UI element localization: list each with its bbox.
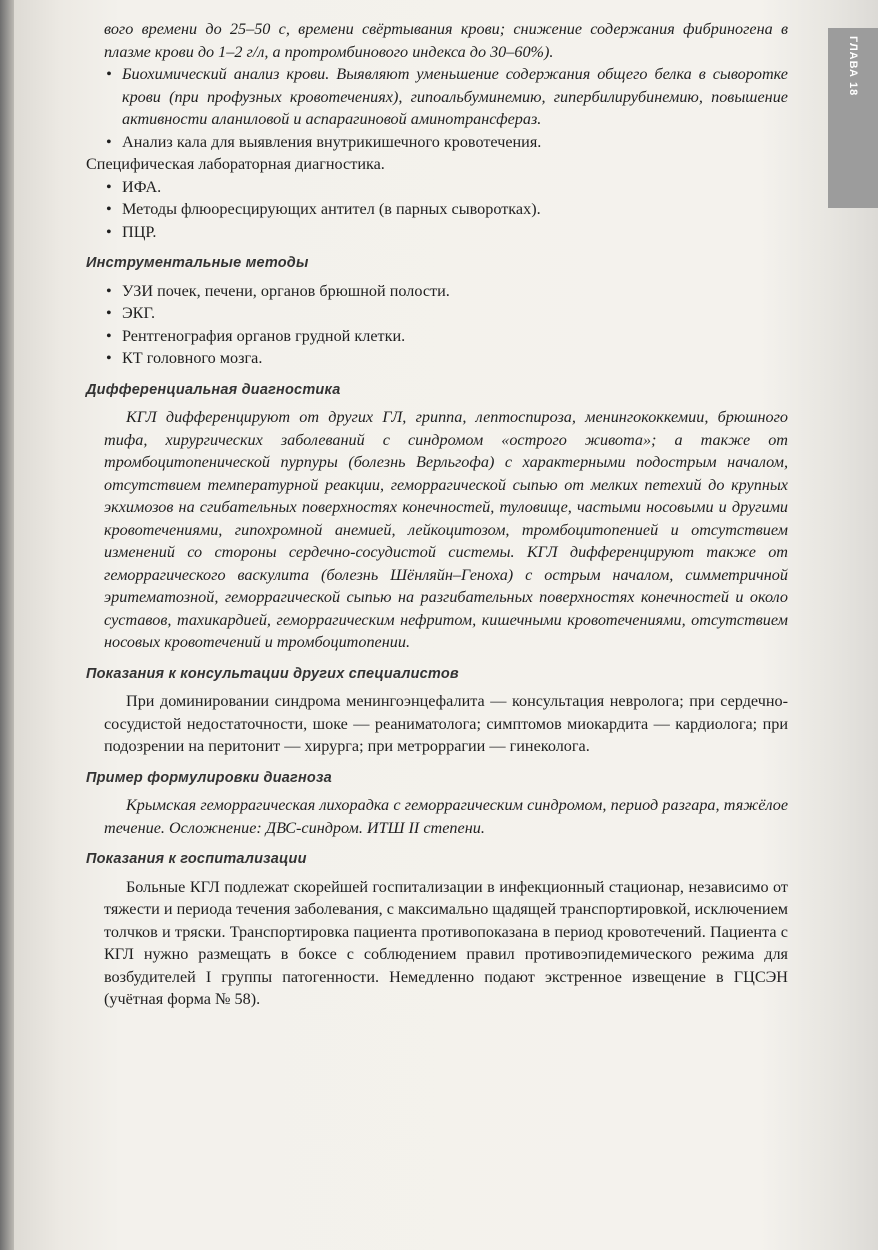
section-heading-hospitalization: Показания к госпитализации [86,851,307,867]
bullet-icon: • [106,281,112,300]
diagnosis-example-paragraph: Крымская геморрагическая лихорадка с геморрагическим синдромом, период разгара, тяжёлое течение. Осложнение: ДВС-синдром. ИТШ II степени. [104,796,788,837]
list-item: • ПЦР. [104,221,788,244]
bullet-icon: • [106,326,112,345]
section-heading-instrumental: Инструментальные методы [86,255,309,271]
list-item: • КТ головного мозга. [104,347,788,370]
list-item: • Методы флюоресцирующих антител (в парных сыворотках). [104,198,788,221]
section-heading-diagnosis-example: Пример формулировки диагноза [86,769,332,786]
consult-paragraph: При доминировании синдрома менингоэнцефалита — консультация невролога; при сердечно-сосудистой недостаточности, шоке — реаниматолога; симптомов миокардита — кардиолога; при подозрении на перитонит — хирурга; при метроррагии — гинеколога. [104,692,788,755]
differential-paragraph: КГЛ дифференцируют от других ГЛ, гриппа, лептоспироза, менингококкемии, брюшного тифа, хирургических заболеваний с синдромом «острого живота»; а также от тромбоцитопенической пурпуры (болезнь Верльгофа) с характерными подострым началом, отсутствием температурной реакции, геморрагической сыпью от мелких петехий до крупных экхимозов на сгибательных поверхностях конечностей, туловище, частыми носовыми и другими кровотечениями, гипохромной анемией, лейкоцитозом, тромбоцитопенией и отсутствием изменений со стороны сердечно-сосудистой системы. КГЛ дифференцируют также от геморрагического васкулита (болезнь Шёнляйн–Геноха) с острым началом, симметричной эритематозной, геморрагической сыпью на разгибательных поверхностях конечностей и около суставов, тахикардией, геморрагическим нефритом, кишечными кровотечениями, отсутствием носовых кровотечений и тромбоцитопении. [104,408,788,651]
bullet-icon: • [106,222,112,241]
bullet-icon: • [106,349,112,367]
specific-lab-title: Специфическая лабораторная диагностика. [86,155,385,173]
lab-list [104,63,788,153]
instrumental-list [104,280,788,370]
bullet-icon: • [106,200,112,218]
list-item: • Рентгенография органов грудной клетки. [104,325,788,348]
continuation-text: вого времени до 25–50 с, времени свёртывания крови; снижение содержания фибриногена в плазме крови до 1–2 г/л, а протромбинового индекса до 30–60%). [104,20,788,61]
specific-lab-list [104,176,788,244]
page-content [86,18,788,1011]
section-heading-differential: Дифференциальная диагностика [86,381,341,398]
hospitalization-paragraph: Больные КГЛ подлежат скорейшей госпитализации в инфекционный стационар, независимо от тяжести и периода течения заболевания, с максимально щадящей транспортировкой, исключением толчков и тряски. Транспортировка пациента противопоказана в период кровотечений. Пациента с КГЛ нужно размещать в боксе с соблюдением правил противоэпидемического режима для возбудителей I группы патогенности. Немедленно подают экстренное извещение в ГЦСЭН (учётная форма № 58). [104,877,788,1008]
list-item: • Биохимический анализ крови. Выявляют уменьшение содержания общего белка в сыворотке крови (при профузных кровотечениях), гипоальбуминемию, гипербилирубинемию, повышение активности аланиловой и аспарагиновой аминотрансфераз. [106,65,788,128]
list-item: • ЭКГ. [104,302,788,325]
section-heading-consult: Показания к консультации других специалистов [86,665,459,682]
page-binding-edge [0,0,14,1250]
bullet-icon: • [106,132,112,151]
bullet-icon: • [106,304,112,322]
bullet-icon: • [106,65,112,83]
bullet-icon: • [106,177,112,196]
list-item: • Анализ кала для выявления внутрикишечного кровотечения. [104,131,788,154]
chapter-tab-label: ГЛАВА 18 [847,36,859,97]
list-item: • УЗИ почек, печени, органов брюшной полости. [104,280,788,303]
chapter-tab [828,28,878,208]
list-item: • ИФА. [104,176,788,199]
